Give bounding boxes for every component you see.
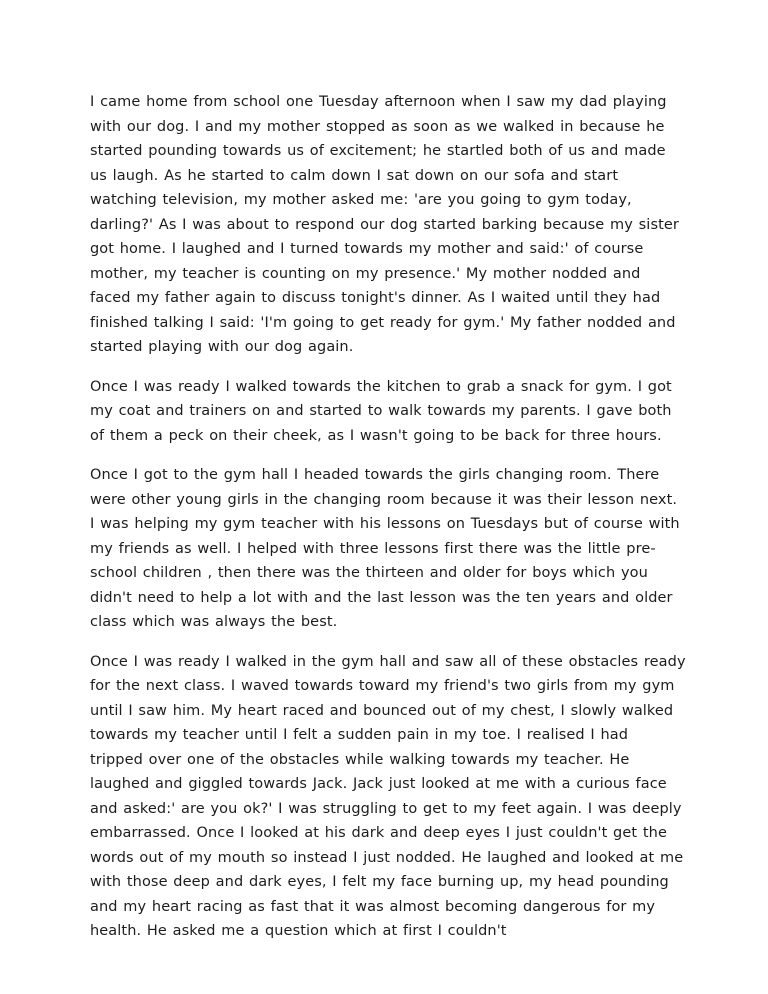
paragraph: Once I was ready I walked towards the kitchen to grab a snack for gym. I got my coat and trainers on and started to walk towards my parents. I gave both of them a peck on their cheek, as I wasn't going to be back for three hours. [90, 378, 672, 444]
document-body [90, 90, 686, 959]
paragraph: I came home from school one Tuesday afternoon when I saw my dad playing with our dog. I and my mother stopped as soon as we walked in because he started pounding towards us of excitement; he startled both of us and made us laugh. As he started to calm down I sat down on our sofa and start watching television, my mother asked me: 'are you going to gym today, darling?' As I was about to respond our dog started barking because my sister got home. I laughed and I turned towards my mother and said:' of course mother, my teacher is counting on my presence.' My mother nodded and faced my father again to discuss tonight's dinner. As I waited until they had finished talking I said: 'I'm going to get ready for gym.' My father nodded and started playing with our dog again. [90, 94, 679, 355]
paragraph: Once I got to the gym hall I headed towards the girls changing room. There were other young girls in the changing room because it was their lesson next. I was helping my gym teacher with his lessons on Tuesdays but of course with my friends as well. I helped with three lessons first there was the little pre-school children , then there was the thirteen and older for boys which you didn't need to help a lot with and the last lesson was the ten years and older class which was always the best. [90, 467, 680, 630]
paragraph: Once I was ready I walked in the gym hall and saw all of these obstacles ready for the next class. I waved towards toward my friend's two girls from my gym until I saw him. My heart raced and bounced out of my chest, I slowly walked towards my teacher until I felt a sudden pain in my toe. I realised I had tripped over one of the obstacles while walking towards my teacher. He laughed and giggled towards Jack. Jack just looked at me with a curious face and asked:' are you ok?' I was struggling to get to my feet again. I was deeply embarrassed. Once I looked at his dark and deep eyes I just couldn't get the words out of my mouth so instead I just nodded. He laughed and looked at me with those deep and dark eyes, I felt my face burning up, my head pounding and my heart racing as fast that it was almost becoming dangerous for my health. He asked me a question which at first I couldn't [90, 653, 686, 939]
